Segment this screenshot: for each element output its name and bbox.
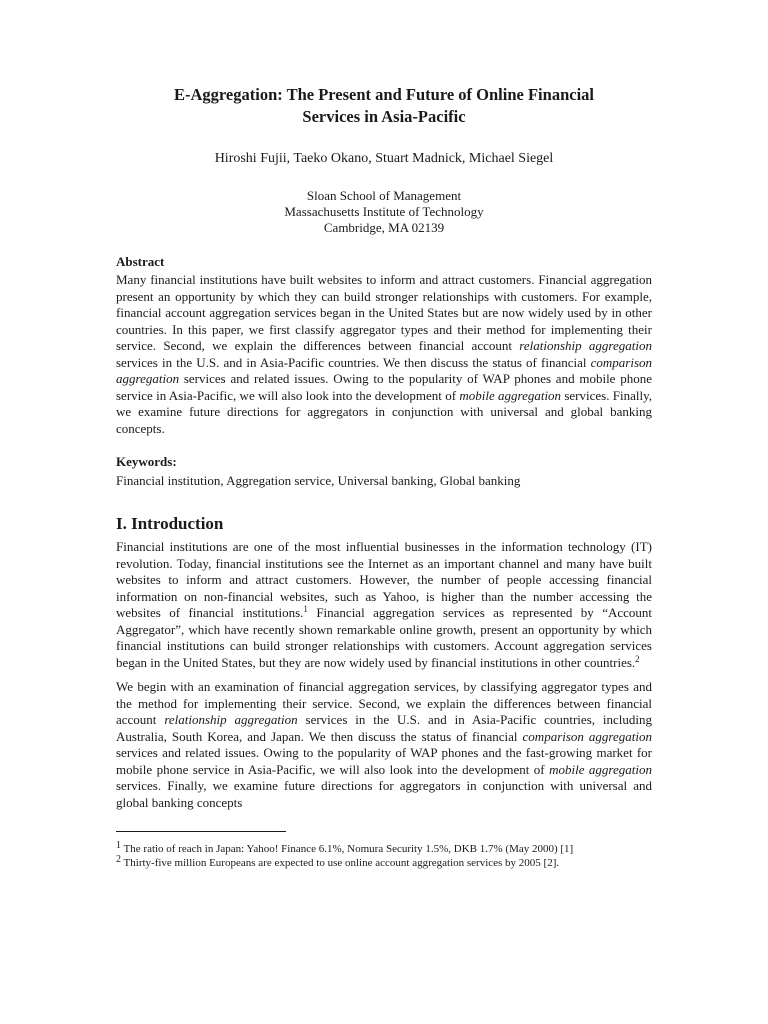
intro-p2-text-4: services. Finally, we examine future directions for aggregators in conjunction with universal and global banking concepts	[116, 778, 652, 810]
abstract-text-4: services. Finally, we examine future directions for aggregators in conjunction with universal and global banking concepts.	[116, 387, 652, 436]
intro-term-comparison: comparison aggregation	[522, 728, 653, 744]
affiliation-institute: Massachusetts Institute of Technology	[284, 204, 484, 219]
footnote-1-text: The ratio of reach in Japan: Yahoo! Finance 6.1%, Nomura Security 1.5%, DKB 1.7% (May 2000) [1]	[121, 843, 574, 855]
keywords-list: Financial institution, Aggregation service, Universal banking, Global banking	[116, 473, 521, 488]
abstract-term-relationship: relationship aggregation	[519, 338, 652, 353]
footnote-2-text: Thirty-five million Europeans are expected to use online account aggregation services by 2005 [2].	[121, 857, 560, 869]
paper-title-line-1: E-Aggregation: The Present and Future of Online Financial	[173, 85, 594, 104]
introduction-heading: I. Introduction	[116, 514, 224, 533]
intro-p1-text-2: Financial aggregation services as represented by “Account Aggregator”, which have recently shown remarkable online growth, present an opportunity by which financial institutions can build stronger relationships with customers. Account aggregation services began in the United States, but they are now widely used by financial institutions in other countries.	[116, 605, 652, 670]
abstract-term-comparison: comparison aggregation	[116, 354, 652, 386]
intro-p2-text-2: services in the U.S. and in Asia-Pacific countries, including Australia, South Korea, and Japan. We then discuss the status of financial	[116, 712, 652, 744]
footnote-1	[116, 842, 652, 856]
paper-title-line-2: Services in Asia-Pacific	[302, 107, 466, 126]
footnote-2	[116, 856, 652, 870]
abstract-term-mobile: mobile aggregation	[459, 387, 562, 403]
affiliation-address: Cambridge, MA 02139	[323, 220, 445, 235]
footnote-ref-1[interactable]: 1	[303, 604, 308, 614]
introduction-paragraph-1	[116, 539, 652, 671]
keywords-heading: Keywords:	[116, 454, 177, 469]
abstract-heading: Abstract	[116, 254, 165, 269]
abstract-body	[116, 272, 652, 437]
abstract-text-3: services and related issues. Owing to the popularity of WAP phones and mobile phone service in Asia-Pacific, we will also look into the development of	[116, 371, 652, 403]
abstract-text-2: services in the U.S. and in Asia-Pacific countries. We then discuss the status of financial	[116, 354, 591, 370]
abstract-text-1: Many financial institutions have built websites to inform and attract customers. Financial aggregation present an opportunity by which they can build stronger relationships with customers. For example, financial account aggregation services began in the United States but are now widely used by in other countries. In this paper, we first classify aggregator types and their method for implementing their service. Second, we explain the differences between financial account	[116, 272, 652, 353]
footnote-2-mark: 2	[116, 854, 121, 865]
affiliation-school: Sloan School of Management	[306, 188, 462, 203]
intro-term-relationship: relationship aggregation	[164, 712, 298, 727]
introduction-paragraph-2	[116, 679, 652, 811]
paper-title	[116, 0, 652, 128]
intro-p2-text-3: services and related issues. Owing to the popularity of WAP phones and the fast-growing market for mobile phone service in Asia-Pacific, we will also look into the development of	[116, 745, 652, 777]
intro-p1-text-1: Financial institutions are one of the most influential businesses in the information technology (IT) revolution. Today, financial institutions see the Internet as an important channel and many have built websites to inform and attract customers. However, the number of people accessing financial information on non-financial websites, such as Yahoo, is higher than the number accessing the websites of financial institutions.	[116, 539, 652, 620]
intro-term-mobile: mobile aggregation	[549, 761, 652, 777]
footnote-ref-2[interactable]: 2	[635, 653, 640, 664]
affiliation	[116, 188, 652, 236]
author-list: Hiroshi Fujii, Taeko Okano, Stuart Madnick, Michael Siegel	[214, 151, 554, 166]
intro-p2-text-1: We begin with an examination of financial aggregation services, by classifying aggregator types and the method for implementing their service. Second, we explain the differences between financial account	[116, 679, 652, 727]
footnote-1-mark: 1	[116, 840, 121, 851]
footnote-divider	[116, 831, 286, 832]
footnotes	[116, 842, 652, 870]
